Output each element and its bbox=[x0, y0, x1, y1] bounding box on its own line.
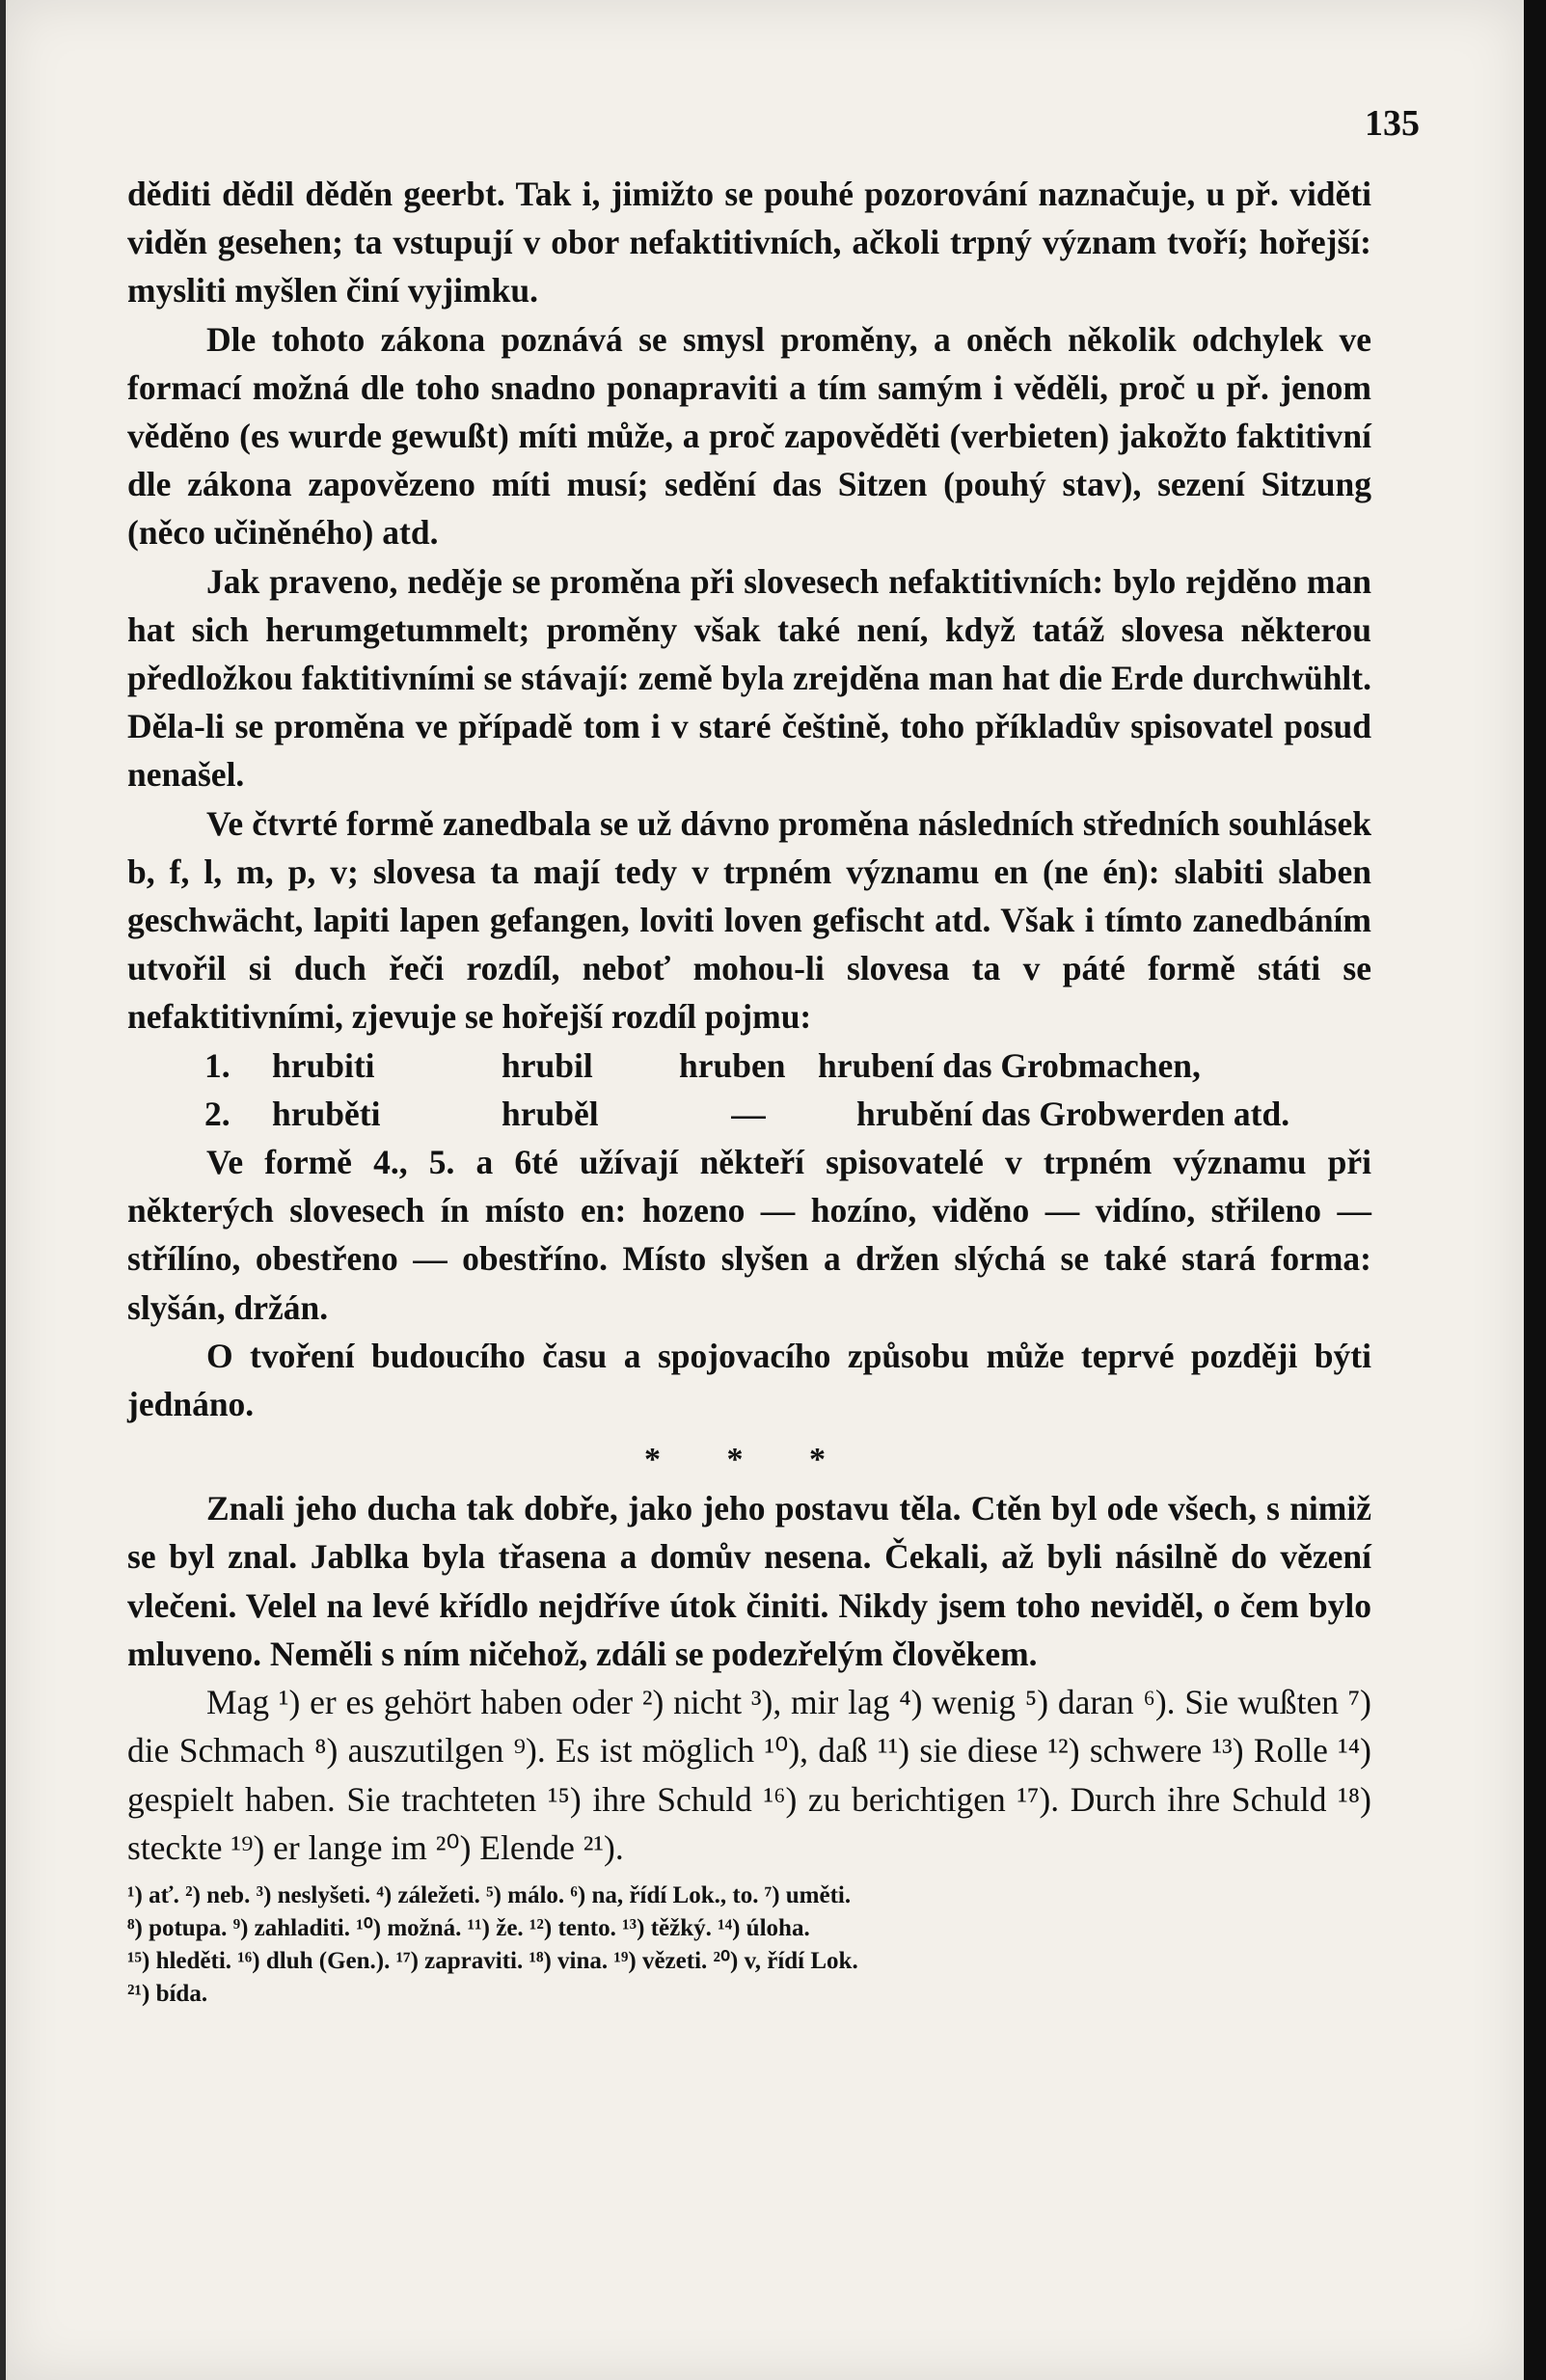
paragraph-6: O tvoření budoucího času a spojovacího způsobu může teprvé později býti jednáno. bbox=[127, 1336, 1371, 1424]
list-cell: hrubil bbox=[502, 1045, 593, 1085]
list-cell: hrubení das Grobmachen, bbox=[818, 1045, 1201, 1085]
paragraph-2: Dle tohoto zákona poznává se smysl proměny, a oněch několik odchylek ve formací možná dle toho snadno ponapraviti a tím samým i věděli, proč u př. jenom věděno (es wurde gewußt) míti může, a proč zapověděti (verbieten) jakožto faktitivní dle zákona zapovězeno míti musí; sedění das Sitzen (pouhý stav), sezení Sitzung (něco učiněného) atd. bbox=[127, 319, 1371, 553]
paragraph-1: děditi dědil děděn geerbt. Tak i, jimižto se pouhé pozorování naznačuje, u př. viděti viděn gesehen; ta vstupují v obor nefaktitivních, ačkoli trpný význam tvoří; hořejší: mysliti myšlen činí vyjimku. bbox=[127, 175, 1371, 311]
list-cell: hruběl bbox=[502, 1094, 599, 1133]
list-cell: 2. bbox=[204, 1094, 231, 1133]
gloss-line: ¹) ať. ²) neb. ³) neslyšeti. ⁴) záležeti. ⁵) málo. ⁶) na, řídí Lok., to. ⁷) uměti. bbox=[127, 1881, 852, 1908]
exercise-czech: Znali jeho ducha tak dobře, jako jeho postavu těla. Ctěn byl ode všech, s nimiž se byl znal. Jablka byla třasena a domův nesena. Čekali, až byli násilně do vězení vlečeni. Velel na levé křídlo nejdříve útok činiti. Nikdy jsem toho neviděl, o čem bylo mluveno. Neměli s ním ničehož, zdáli se podezřelým člověkem. bbox=[127, 1489, 1371, 1673]
paragraph-5: Ve formě 4., 5. a 6té užívají někteří spisovatelé v trpném významu při některých slovesech ín místo en: hozeno — hozíno, viděno — vidíno, střileno — střílíno, obestřeno — obestříno. Místo slyšen a držen slýchá se také stará forma: slyšán, držán. bbox=[127, 1143, 1371, 1327]
conjugation-list bbox=[127, 1041, 1371, 1138]
list-row bbox=[127, 1090, 1371, 1138]
list-cell: hrubění das Grobwerden atd. bbox=[856, 1094, 1290, 1133]
glossary-notes bbox=[127, 1880, 1371, 2011]
gloss-line: ²¹) bída. bbox=[127, 1980, 208, 2007]
list-row bbox=[127, 1041, 1371, 1090]
gloss-line: ⁸) potupa. ⁹) zahladiti. ¹⁰) možná. ¹¹) že. ¹²) tento. ¹³) těžký. ¹⁴) úloha. bbox=[127, 1914, 810, 1941]
scan-right-edge bbox=[1524, 0, 1546, 2380]
list-cell: hruběti bbox=[272, 1094, 381, 1133]
gloss-line: ¹⁵) hleděti. ¹⁶) dluh (Gen.). ¹⁷) zapraviti. ¹⁸) vina. ¹⁹) vězeti. ²⁰) v, řídí Lok. bbox=[127, 1947, 858, 1974]
list-cell: hrubiti bbox=[272, 1045, 375, 1085]
list-cell: 1. bbox=[204, 1045, 231, 1085]
list-cell: — bbox=[731, 1094, 766, 1133]
scan-left-edge bbox=[0, 0, 6, 2380]
body-text bbox=[127, 170, 1371, 2011]
paragraph-3: Jak praveno, neděje se proměna při slovesech nefaktitivních: bylo rejděno man hat sich herumgetummelt; proměny však také není, když tatáž slovesa některou předložkou faktitivními se stávají: země byla zrejděna man hat die Erde durchwühlt. Děla-li se proměna ve případě tom i v staré češtině, toho příkladův spisovatel posud nenašel. bbox=[127, 561, 1371, 795]
section-divider: * * * bbox=[644, 1442, 854, 1478]
page-number: 135 bbox=[1365, 103, 1420, 144]
paragraph-4: Ve čtvrté formě zanedbala se už dávno proměna následních středních souhlásek b, f, l, m, p, v; slovesa ta mají tedy v trpném významu en (ne én): slabiti slaben geschwächt, lapiti lapen gefangen, loviti loven gefischt atd. Však i tímto zanedbáním utvořil si duch řeči rozdíl, neboť mohou-li slovesa ta v páté formě státi se nefaktitivními, zjevuje se hořejší rozdíl pojmu: bbox=[127, 803, 1371, 1037]
list-cell: hruben bbox=[679, 1045, 786, 1085]
exercise-german: Mag ¹) er es gehört haben oder ²) nicht ³), mir lag ⁴) wenig ⁵) daran ⁶). Sie wußten ⁷) die Schmach ⁸) auszutilgen ⁹). Es ist möglich ¹⁰), daß ¹¹) sie diese ¹²) schwere ¹³) Rolle ¹⁴) gespielt haben. Sie trachteten ¹⁵) ihre Schuld ¹⁶) zu berichtigen ¹⁷). Durch ihre Schuld ¹⁸) steckte ¹⁹) er lange im ²⁰) Elende ²¹). bbox=[127, 1683, 1371, 1867]
book-page bbox=[6, 0, 1524, 2380]
